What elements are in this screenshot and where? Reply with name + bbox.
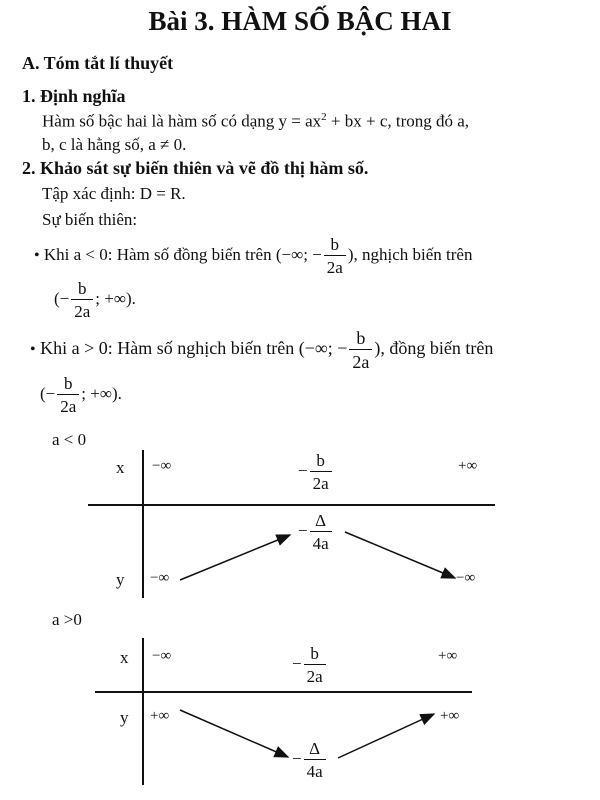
table-negative-x-left: −∞ [152, 458, 172, 474]
table-positive-x-label: x [120, 648, 129, 667]
minus-sign: − [292, 653, 302, 673]
definition-line-1-pre: Hàm số bậc hai là hàm số có dạng y = ax [42, 111, 322, 131]
domain-text: Tập xác định: D = R. [42, 184, 186, 203]
minus-sign: − [292, 748, 302, 768]
bullet-icon: • [34, 246, 40, 264]
fraction-numerator: Δ [315, 511, 327, 530]
fraction-numerator: b [356, 328, 366, 348]
fraction-numerator: Δ [309, 739, 321, 758]
minus-sign: − [298, 460, 308, 480]
fraction-numerator: b [330, 235, 340, 254]
case-negative-pre: Khi a < 0: Hàm số đồng biến trên (−∞; − [43, 244, 322, 264]
fraction-numerator: b [78, 279, 87, 298]
definition-line-2: b, c là hằng số, a ≠ 0. [42, 135, 187, 154]
case-positive-line-2-pre: (− [40, 383, 56, 403]
exponent: 2 [321, 111, 327, 123]
fraction-denominator: 2a [349, 349, 372, 371]
survey-heading: 2. Khảo sát sự biến thiên và vẽ đồ thị hàm số. [22, 158, 369, 178]
table-negative-x-label: x [116, 458, 125, 477]
table-positive-y-right: +∞ [440, 708, 460, 724]
table-negative-label: a < 0 [52, 430, 87, 449]
fraction-numerator: b [64, 374, 73, 393]
decreasing-arrow-icon [180, 710, 288, 757]
case-negative-line-2-pre: (− [54, 288, 70, 308]
fraction-denominator: 2a [304, 664, 326, 685]
fraction-denominator: 2a [324, 255, 346, 276]
increasing-arrow-icon [180, 535, 290, 580]
decreasing-arrow-icon [345, 532, 455, 578]
fraction-denominator: 2a [71, 299, 93, 320]
section-a-heading: A. Tóm tắt lí thuyết [22, 53, 174, 73]
fraction-denominator: 4a [304, 759, 326, 780]
variation-text: Sự biến thiên: [42, 210, 138, 229]
table-positive-y-left: +∞ [150, 708, 170, 724]
table-negative-x-right: +∞ [458, 458, 478, 474]
case-positive-post: ), đồng biến trên [374, 338, 494, 359]
table-positive-x-right: +∞ [438, 648, 458, 664]
definition-line-1-post: + bx + c, trong đó a, [326, 111, 470, 131]
increasing-arrow-icon [338, 714, 434, 758]
table-negative-y-left: −∞ [150, 570, 170, 586]
bullet-icon: • [30, 341, 36, 359]
table-negative-y-right: −∞ [456, 570, 476, 586]
fraction-numerator: b [316, 451, 325, 470]
case-negative-post: ), nghịch biến trên [347, 244, 473, 264]
fraction-denominator: 2a [57, 394, 79, 415]
table-positive-y-label: y [120, 708, 129, 727]
case-positive-line-2-post: ; +∞). [81, 383, 122, 403]
fraction-denominator: 4a [310, 531, 332, 552]
case-negative-line-2-post: ; +∞). [95, 288, 136, 308]
fraction-denominator: 2a [310, 471, 332, 492]
minus-sign: − [298, 520, 308, 540]
definition-heading: 1. Định nghĩa [22, 86, 126, 106]
table-positive-label: a >0 [52, 610, 82, 629]
case-positive-pre: Khi a > 0: Hàm số nghịch biến trên (−∞; − [40, 338, 348, 359]
table-negative-y-label: y [116, 570, 125, 589]
table-positive-x-left: −∞ [152, 648, 172, 664]
page-title: Bài 3. HÀM SỐ BẬC HAI [148, 6, 452, 36]
fraction-numerator: b [310, 644, 319, 663]
